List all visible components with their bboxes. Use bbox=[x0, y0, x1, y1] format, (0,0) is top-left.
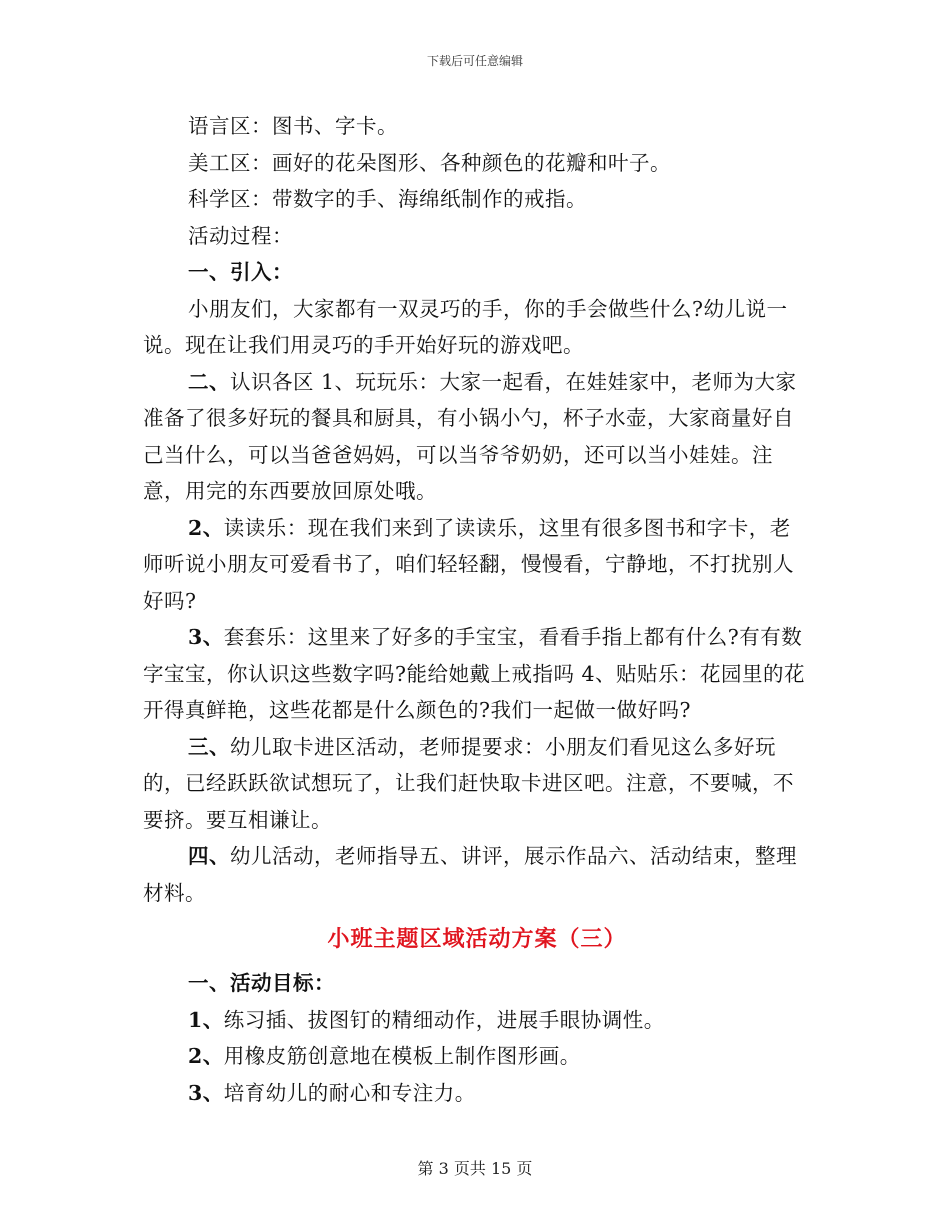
document-body bbox=[143, 108, 811, 1111]
step-number: 3、 bbox=[188, 625, 224, 649]
heading-goals: 一、活动目标： bbox=[188, 971, 335, 995]
goal-text: 用橡皮筋创意地在模板上制作图形画。 bbox=[223, 1044, 581, 1068]
step-text: 认识各区 1、玩玩乐：大家一起看，在娃娃家中，老师为大家准备了很多好玩的餐具和厨具，有小锅小勺，杯子水壶，大家商量好自己当什么，可以当爸爸妈妈，可以当爷爷奶奶，还可以当小娃娃。注意，用完的东西要放回原处哦。 bbox=[143, 369, 797, 503]
goal-number: 2、 bbox=[188, 1044, 224, 1068]
paragraph-know-areas bbox=[143, 364, 811, 510]
paragraph-enter-areas bbox=[143, 729, 811, 839]
page-footer: 第 3 页共 15 页 bbox=[417, 1159, 533, 1178]
step-number: 四、 bbox=[188, 844, 230, 868]
goal-item bbox=[143, 1038, 811, 1075]
paragraph-art-area: 美工区：画好的花朵图形、各种颜色的花瓣和叶子。 bbox=[188, 150, 671, 175]
paragraph-introduction: 小朋友们，大家都有一双灵巧的手，你的手会做些什么?幼儿说一说。现在让我们用灵巧的手开始好玩的游戏吧。 bbox=[143, 296, 788, 357]
step-text: 幼儿取卡进区活动，老师提要求：小朋友们看见这么多好玩的，已经跃跃欲试想玩了，让我们赶快取卡进区吧。注意，不要喊，不要挤。要互相谦让。 bbox=[143, 734, 794, 832]
step-text: 幼儿活动，老师指导五、讲评，展示作品六、活动结束，整理材料。 bbox=[143, 844, 797, 905]
goal-item bbox=[143, 1075, 811, 1112]
paragraph-science-area: 科学区：带数字的手、海绵纸制作的戒指。 bbox=[188, 187, 587, 211]
goal-item bbox=[143, 1002, 811, 1039]
paragraph-process-label: 活动过程： bbox=[188, 223, 293, 248]
goal-number: 3、 bbox=[188, 1080, 224, 1105]
paragraph-read-area bbox=[143, 510, 811, 620]
paragraph-language-area: 语言区：图书、字卡。 bbox=[188, 114, 398, 138]
step-text: 套套乐：这里来了好多的手宝宝，看看手指上都有什么?有有数字宝宝，你认识这些数字吗?能给她戴上戒指吗 4、贴贴乐：花园里的花开得真鲜艳，这些花都是什么颜色的?我们一起做一做好吗? bbox=[143, 625, 806, 722]
goal-text: 培育幼儿的耐心和专注力。 bbox=[223, 1080, 476, 1105]
paragraph-ring-area bbox=[143, 619, 811, 729]
step-number: 2、 bbox=[188, 515, 224, 540]
paragraph-activity bbox=[143, 838, 811, 911]
step-text: 读读乐：现在我们来到了读读乐，这里有很多图书和字卡，老师听说小朋友可爱看书了，咱们轻轻翻，慢慢看，宁静地，不打扰别人好吗? bbox=[143, 515, 794, 613]
step-number: 二、 bbox=[188, 369, 230, 394]
goal-text: 练习插、拔图钉的精细动作，进展手眼协调性。 bbox=[223, 1007, 665, 1032]
page-header: 下载后可任意编辑 bbox=[426, 54, 523, 68]
heading-introduction: 一、引入： bbox=[188, 260, 293, 284]
step-number: 三、 bbox=[188, 734, 230, 759]
goal-number: 1、 bbox=[188, 1007, 224, 1032]
section-title: 小班主题区域活动方案（三） bbox=[327, 926, 627, 952]
